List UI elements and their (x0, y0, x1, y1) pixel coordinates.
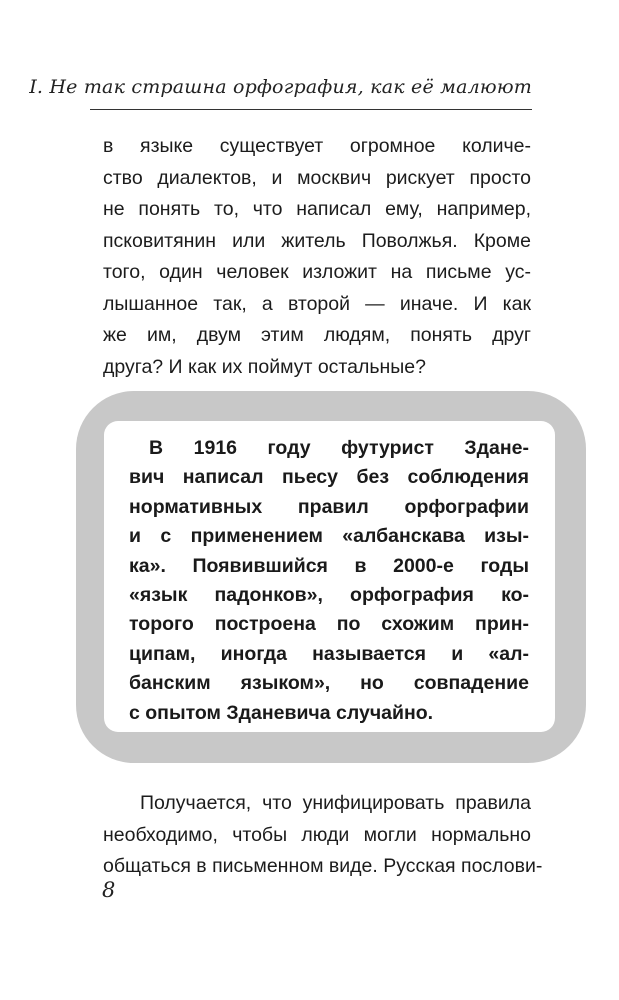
callout-line: с опытом Зданевича случайно. (129, 701, 434, 724)
text-line: же им, двум этим людям, понять друг (103, 324, 531, 346)
callout-text (129, 434, 529, 728)
paragraph-1 (103, 131, 531, 383)
text-line: в языке существует огромное количе- (103, 135, 531, 157)
callout-line: ка». Появившийся в 2000-е годы (129, 554, 529, 577)
text-line: друга? И как их поймут остальные? (103, 355, 426, 378)
callout-line: «язык падонков», орфография ко- (129, 583, 529, 606)
callout-line: В 1916 году футурист Здане- (149, 437, 529, 459)
page-number: 8 (102, 878, 116, 902)
callout-line: торого построена по схожим прин- (129, 613, 529, 636)
callout-line: и с применением «албанскава изы- (129, 525, 529, 548)
text-line: того, один человек изложит на письме ус- (103, 261, 531, 283)
paragraph-2 (103, 788, 543, 883)
text-line: лышанное так, а второй — иначе. И как (103, 292, 531, 315)
running-title: I. Не так страшна орфография, как её малюют (29, 76, 532, 98)
text-line: общаться в письменном виде. Русская послови- (103, 855, 543, 877)
text-line: ство диалектов, и москвич рискует просто (103, 166, 531, 189)
text-line: псковитянин или житель Поволжья. Кроме (103, 229, 531, 252)
text-line: Получается, что унифицировать правила (140, 792, 531, 814)
callout-line: нормативных правил орфографии (129, 495, 529, 518)
header-rule (90, 109, 532, 110)
callout-line: ципам, иногда называется и «ал- (129, 642, 529, 665)
callout-line: банским языком», но совпадение (129, 672, 529, 695)
text-line: не понять то, что написал ему, например, (103, 198, 531, 220)
text-line: необходимо, чтобы люди могли нормально (103, 823, 531, 846)
running-header (29, 70, 532, 114)
callout-line: вич написал пьесу без соблюдения (129, 466, 529, 489)
